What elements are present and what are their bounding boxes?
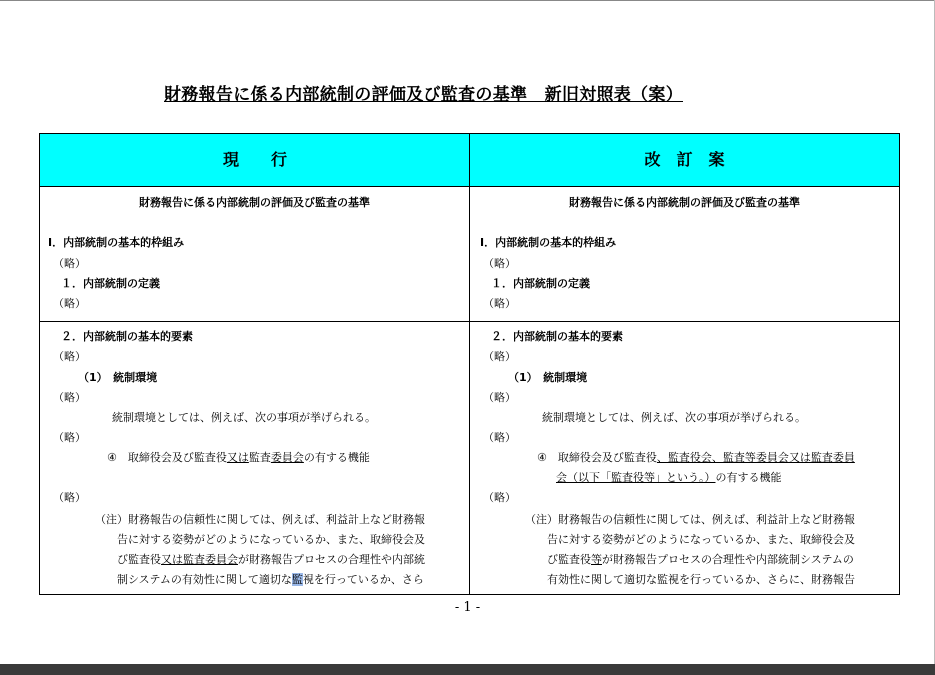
page-number: - 1 - (454, 600, 481, 615)
heading-basic-elements: ２．内部統制の基本的要素 (61, 330, 193, 343)
heading-control-environment: （1） 統制環境 (508, 371, 588, 384)
omitted-text: （略） (483, 297, 516, 310)
note-line: 有効性に関して適切な監視を行っているか、さらに、財務報告 (547, 573, 855, 586)
omitted-text: （略） (483, 257, 516, 270)
note-line: （注）財務報告の信頼性に関しては、例えば、利益計上など財務報 (525, 513, 855, 526)
note-line: 告に対する姿勢がどのようになっているか、また、取締役会及 (547, 533, 855, 546)
heading-basic-elements: ２．内部統制の基本的要素 (491, 330, 623, 343)
control-environment-text: 統制環境としては、例えば、次の事項が挙げられる。 (112, 411, 376, 424)
omitted-text: （略） (53, 297, 86, 310)
control-environment-text: 統制環境としては、例えば、次の事項が挙げられる。 (542, 411, 806, 424)
item-4-continued: 会（以下「監査役等」という。）の有する機能 (556, 471, 782, 484)
heading-framework: Ⅰ．内部統制の基本的枠組み (48, 236, 185, 249)
heading-control-environment: （1） 統制環境 (78, 371, 158, 384)
omitted-text: （略） (483, 431, 516, 444)
note-line: 制システムの有効性に関して適切な監視を行っているか、さら (117, 573, 424, 586)
note-line: び監査役又は監査委員会が財務報告プロセスの合理性や内部統 (117, 553, 425, 566)
omitted-text: （略） (53, 491, 86, 504)
heading-definition: １．内部統制の定義 (491, 277, 590, 290)
comparison-table (39, 133, 900, 595)
omitted-text: （略） (483, 391, 516, 404)
window-top-border (0, 0, 935, 1)
note-line: び監査役等が財務報告プロセスの合理性や内部統制システムの (547, 553, 854, 566)
omitted-text: （略） (483, 491, 516, 504)
note-line: 告に対する姿勢がどのようになっているか、また、取締役会及 (117, 533, 425, 546)
header-revised: 改 訂 案 (644, 150, 725, 169)
current-column (40, 187, 469, 594)
omitted-text: （略） (53, 350, 86, 363)
heading-framework: Ⅰ．内部統制の基本的枠組み (480, 236, 617, 249)
section-title: 財務報告に係る内部統制の評価及び監査の基準 (569, 196, 800, 209)
omitted-text: （略） (53, 391, 86, 404)
heading-definition: １．内部統制の定義 (61, 277, 160, 290)
item-4: ④ 取締役会及び監査役又は監査委員会の有する機能 (107, 451, 370, 464)
viewer-bottom-bar (0, 664, 935, 675)
omitted-text: （略） (53, 257, 86, 270)
header-current: 現 行 (222, 150, 287, 169)
document-title: 財務報告に係る内部統制の評価及び監査の基準 新旧対照表（案） (164, 85, 683, 105)
note-line: （注）財務報告の信頼性に関しては、例えば、利益計上など財務報 (95, 513, 425, 526)
omitted-text: （略） (53, 431, 86, 444)
omitted-text: （略） (483, 350, 516, 363)
item-4: ④ 取締役会及び監査役、監査役会、監査等委員会又は監査委員 (537, 451, 855, 464)
revised-column (470, 187, 899, 594)
section-title: 財務報告に係る内部統制の評価及び監査の基準 (139, 196, 370, 209)
